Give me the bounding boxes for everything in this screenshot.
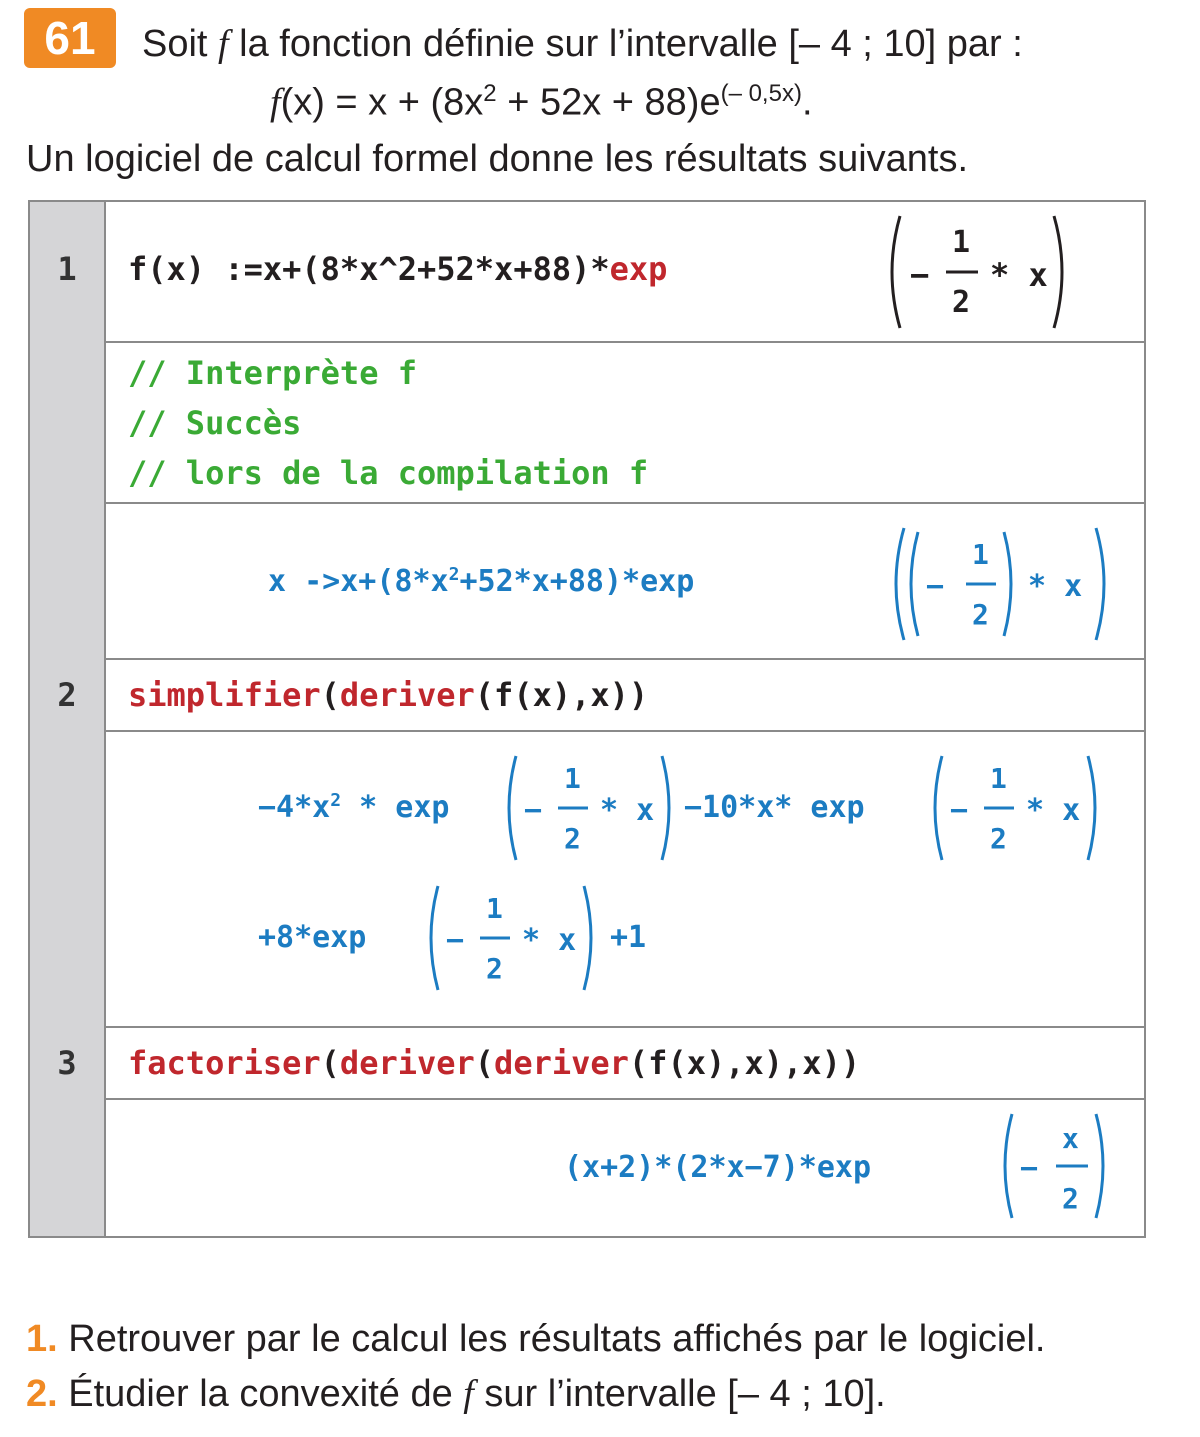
svg-text:−: − [1020,1151,1039,1186]
svg-text:1: 1 [972,538,989,571]
svg-text:2: 2 [972,598,989,631]
svg-text:* x: * x [1028,569,1083,604]
cas-divider [104,1026,1144,1028]
svg-text:1: 1 [990,762,1007,795]
svg-text:2: 2 [990,822,1007,855]
cas-output-2-exp-argument-1 [500,752,680,864]
cas-input-2[interactable]: simplifier(deriver(f(x),x)) [128,676,649,714]
cas-output-1: x $->x+(8*x^2+52*x+88)*\exp$ [268,564,695,599]
svg-text:2: 2 [952,285,971,320]
svg-text:2: 2 [1062,1182,1079,1215]
cas-output-3-exp-argument [996,1110,1116,1222]
cas-comment-3: // lors de la compilation f [128,454,649,492]
svg-text:2: 2 [564,822,581,855]
cas-input-1[interactable]: f(x) :=x+(8*x^2+52*x+88)*exp [128,250,668,288]
svg-text:−: − [524,793,543,828]
svg-text:−: − [910,256,930,294]
cas-output-2-term-1: $-4*x^2 * \exp$ [258,790,450,825]
exercise-number-badge: 61 [24,8,116,68]
svg-text:x: x [1062,1122,1079,1155]
exercise-intro: Soit f la fonction définie sur l’intervalle [– 4 ; 10] par : [142,23,1023,65]
cas-input-3[interactable]: factoriser(deriver(deriver(f(x),x),x)) [128,1044,861,1082]
svg-text:−: − [950,793,969,828]
cas-input-1-exp-argument [882,210,1072,334]
cas-comment-1: // Interprète f [128,354,417,392]
cas-divider [104,502,1144,504]
svg-text:1: 1 [564,762,581,795]
svg-text:* x: * x [522,923,577,958]
svg-text:−: − [926,569,945,604]
cas-divider [104,1098,1144,1100]
svg-text:−: − [446,923,465,958]
question-1: 1. Retrouver par le calcul les résultats affichés par le logiciel. [26,1318,1046,1360]
svg-text:1: 1 [486,892,503,925]
cas-output-2-term-2: −10*x* exp [684,790,865,825]
question-2: 2. Étudier la convexité de f sur l’intervalle [– 4 ; 10]. [26,1373,886,1415]
svg-text:* x: * x [990,256,1048,294]
cas-line-number-3: 3 [57,1044,77,1082]
cas-output-3: (x+2)*(2*x−7)*exp [564,1150,872,1185]
cas-output-2-exp-argument-3 [422,882,602,994]
cas-comment-2: // Succès [128,404,302,442]
cas-output-2-term-3: +8*exp [258,920,367,955]
cas-line-number-1: 1 [57,250,77,288]
cas-output-1-exp-argument [886,522,1116,646]
cas-output-2-exp-argument-2 [926,752,1106,864]
svg-text:* x: * x [600,793,655,828]
function-formula: $f(x) = x + (8x^2 + 52x + 88)e^{(- 0,5x)}$. [270,80,813,124]
cas-window [28,200,1146,1238]
cas-divider [104,341,1144,343]
software-intro: Un logiciel de calcul formel donne les résultats suivants. [26,138,969,180]
svg-text:2: 2 [486,952,503,985]
cas-output-2-term-4: +1 [610,920,647,955]
cas-divider [104,730,1144,732]
svg-text:1: 1 [952,225,971,260]
cas-divider [104,658,1144,660]
cas-line-number-2: 2 [57,676,77,714]
svg-text:* x: * x [1026,793,1081,828]
